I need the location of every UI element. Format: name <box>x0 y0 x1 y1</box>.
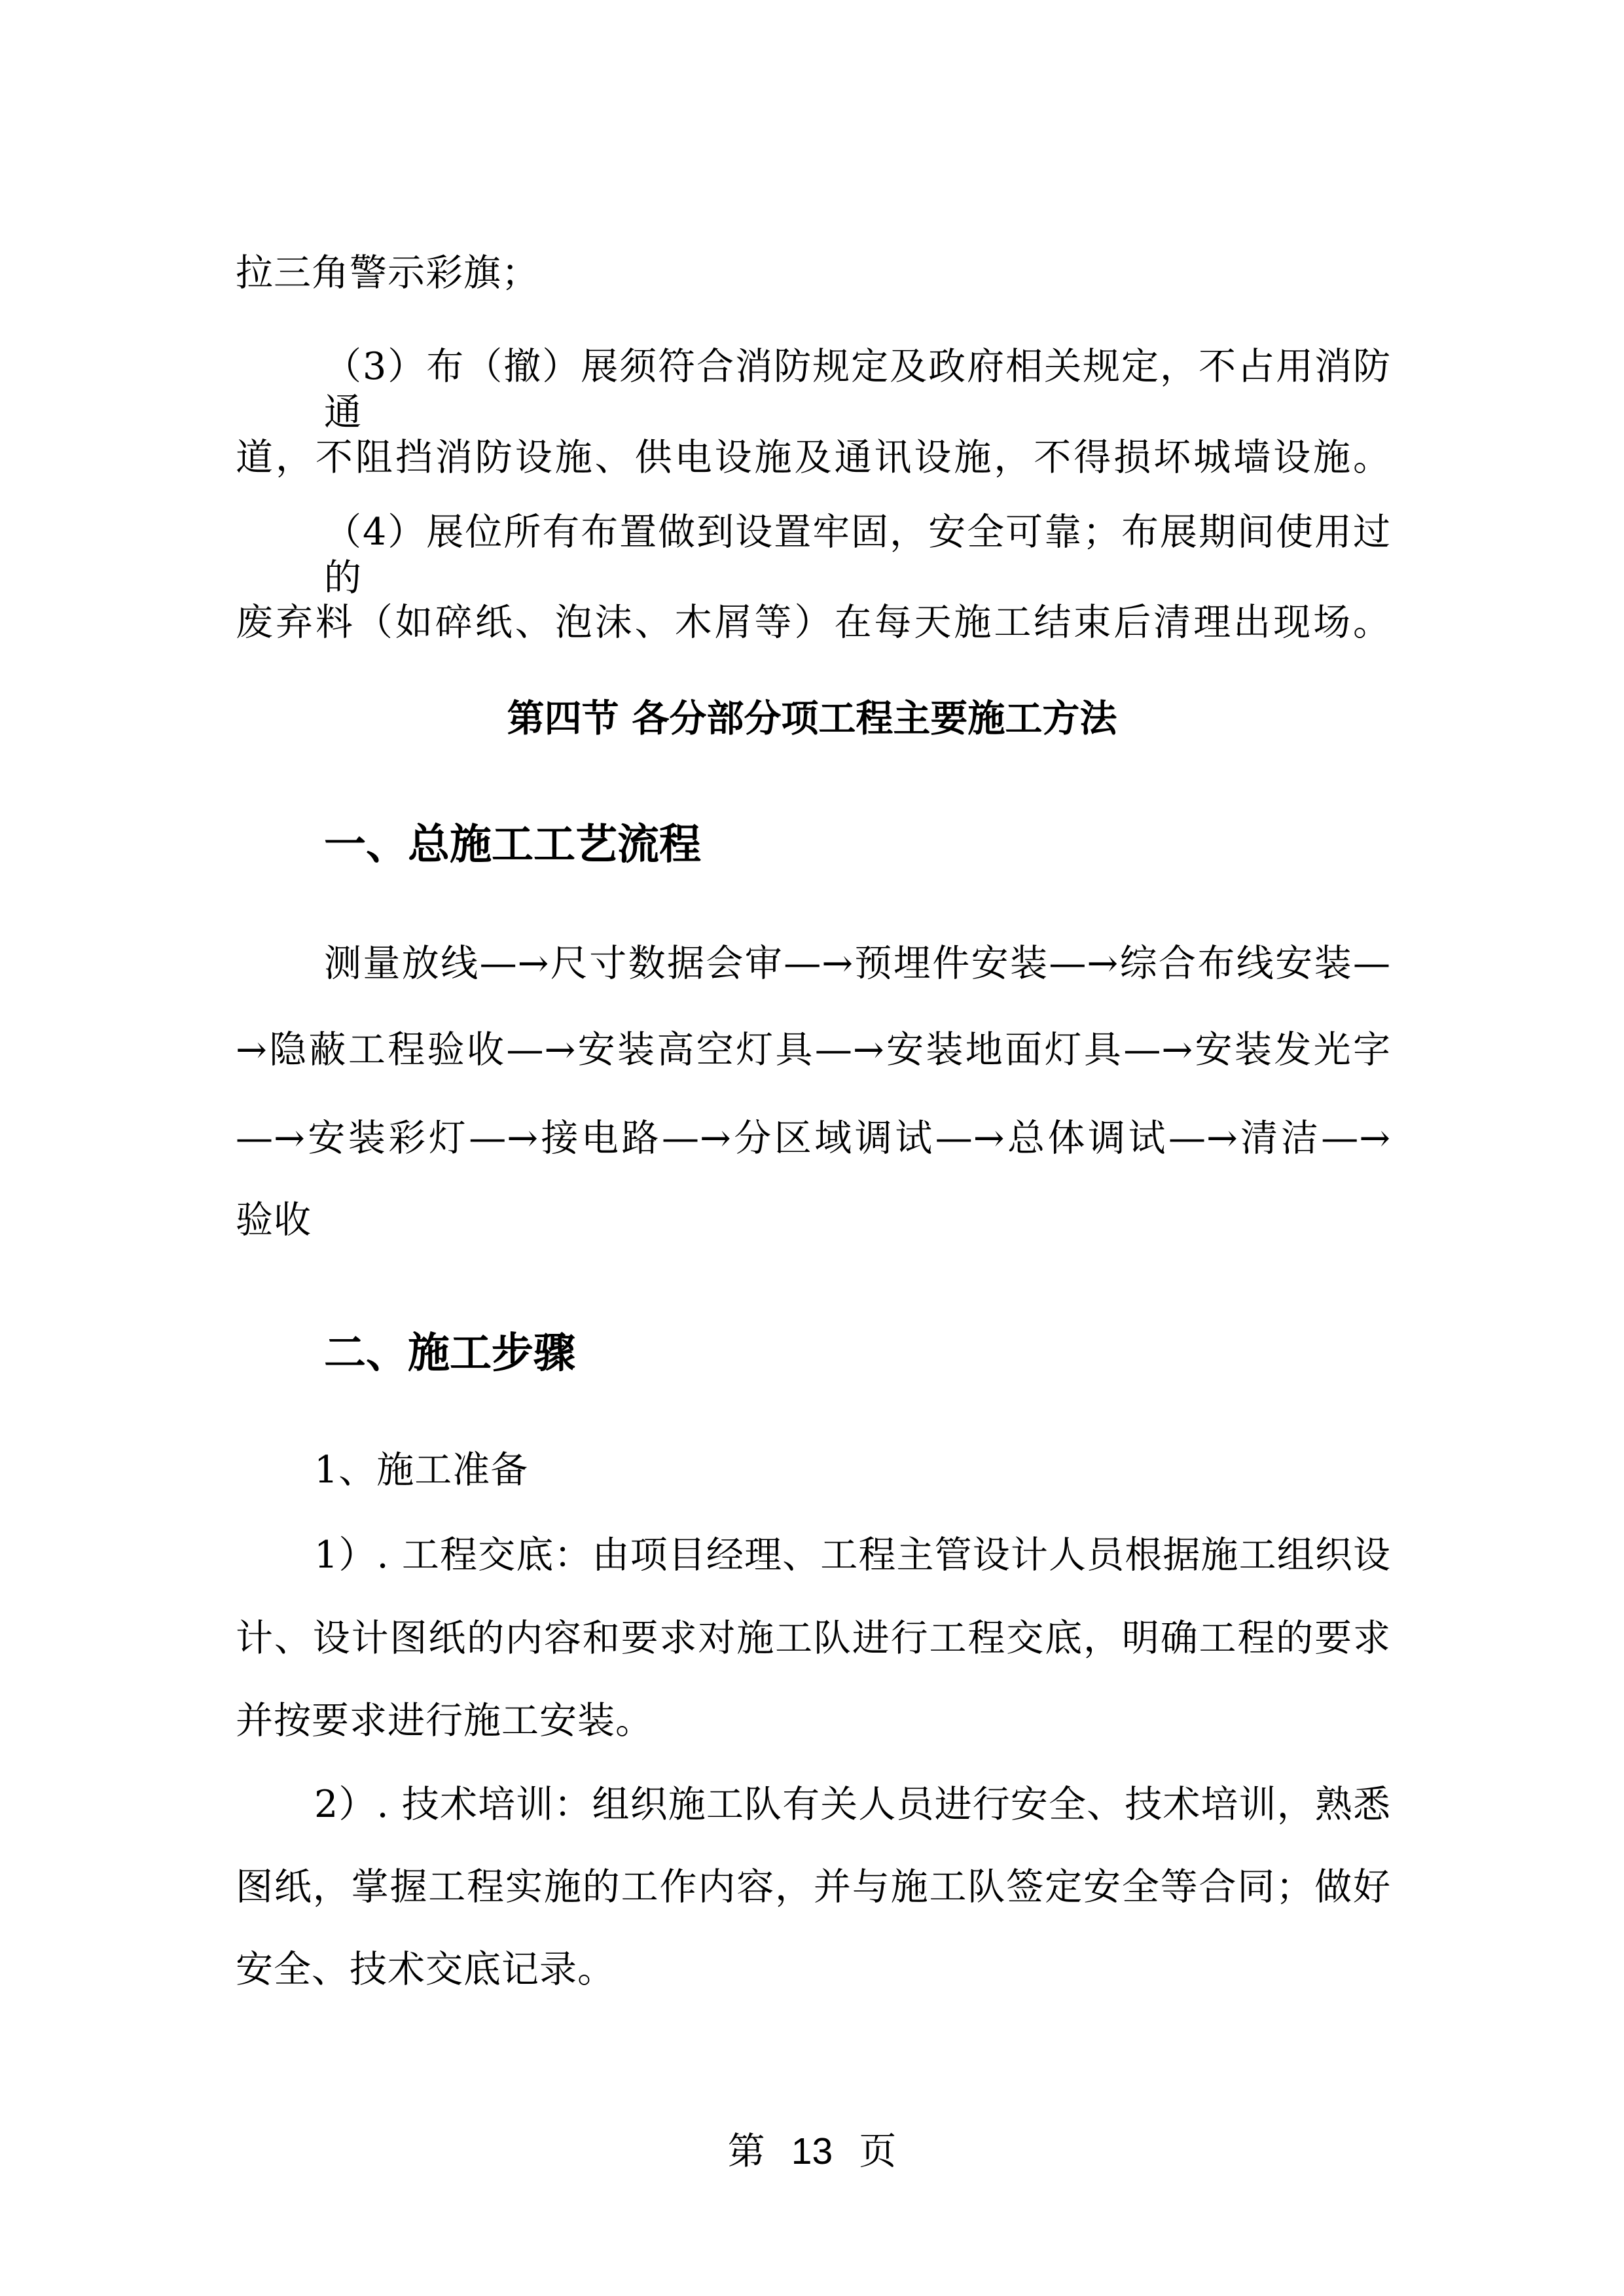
paragraph-line: 拉三角警示彩旗； <box>236 251 539 295</box>
section-title: 第四节 各分部分项工程主要施工方法 <box>507 696 1117 740</box>
paragraph-line: 2）. 技术培训：组织施工队有关人员进行安全、技术培训，熟悉 <box>314 1783 1391 1826</box>
paragraph-line: 道，不阻挡消防设施、供电设施及通讯设施，不得损坏城墙设施。 <box>236 436 1391 479</box>
flow-line: 测量放线—→尺寸数据会审—→预埋件安装—→综合布线安装— <box>324 942 1391 985</box>
flow-line: —→安装彩灯—→接电路—→分区域调试—→总体调试—→清洁—→ <box>236 1117 1391 1160</box>
page-number <box>0 2128 1624 2174</box>
flow-line: →隐蔽工程验收—→安装高空灯具—→安装地面灯具—→安装发光字 <box>236 1028 1391 1071</box>
heading-process-flow: 一、总施工工艺流程 <box>324 820 701 869</box>
paragraph-line: 安全、技术交底记录。 <box>236 1948 615 1991</box>
paragraph-line: （4）展位所有布置做到设置牢固，安全可靠；布展期间使用过的 <box>324 511 1391 600</box>
page-number-value: 13 <box>791 2130 833 2172</box>
paragraph-line: 并按要求进行施工安装。 <box>236 1699 653 1742</box>
paragraph-line: （3）布（撤）展须符合消防规定及政府相关规定，不占用消防通 <box>324 345 1391 434</box>
paragraph-line: 废弃料（如碎纸、泡沫、木屑等）在每天施工结束后清理出现场。 <box>236 601 1391 644</box>
paragraph-line: 图纸，掌握工程实施的工作内容，并与施工队签定安全等合同；做好 <box>236 1865 1391 1909</box>
paragraph-line: 计、设计图纸的内容和要求对施工队进行工程交底，明确工程的要求 <box>236 1617 1391 1660</box>
page-number-suffix: 页 <box>859 2130 897 2173</box>
heading-construction-steps: 二、施工步骤 <box>324 1329 575 1378</box>
page-number-prefix: 第 <box>727 2130 765 2173</box>
paragraph-line: 1）. 工程交底：由项目经理、工程主管设计人员根据施工组织设 <box>314 1534 1391 1577</box>
flow-line: 验收 <box>236 1198 312 1242</box>
step-title: 1、施工准备 <box>314 1448 529 1492</box>
